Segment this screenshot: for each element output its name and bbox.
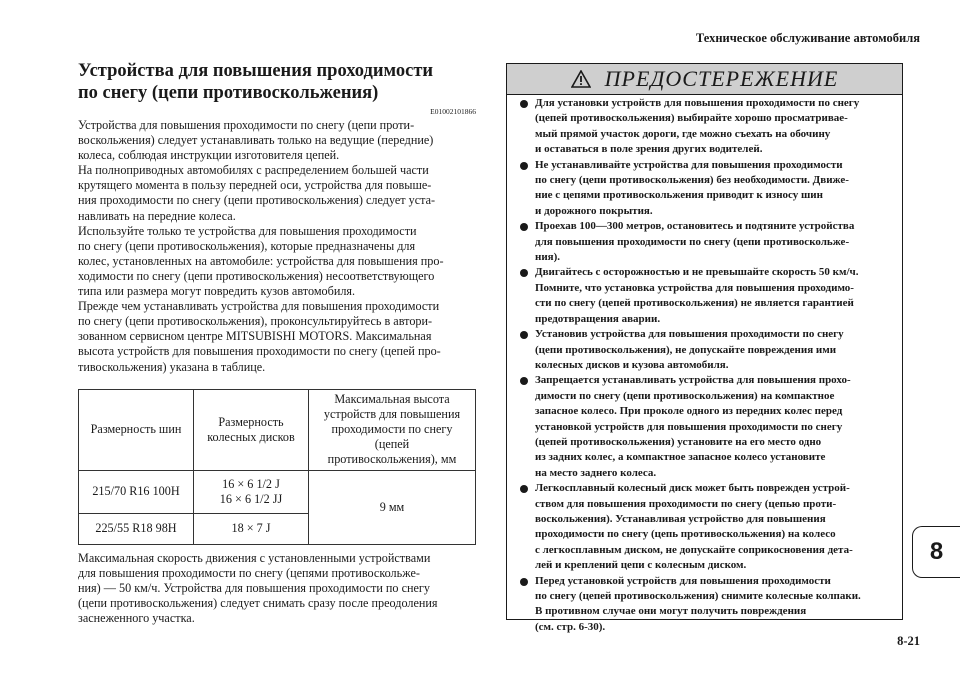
paragraph-2: На полноприводных автомобилях с распределением большей части крутящего момента в пользу передней оси, устройства для повыше- ния проходимости по снегу (цепи противоскольжения) следует уста- навливать на передние колеса. — [78, 163, 436, 223]
warning-list — [507, 95, 902, 635]
bullet-icon — [520, 269, 528, 277]
list-item: Двигайтесь с осторожностью и не превышайте скорость 50 км/ч. Помните, что установка устройства для повышения проходимо- сти по снегу (цепей противоскольжения) не является гарантией предотвращения аварии. — [519, 265, 896, 327]
section-code: E01002101866 — [430, 107, 476, 116]
page-number: 8-21 — [897, 634, 920, 648]
table-row — [79, 470, 476, 513]
bullet-icon — [520, 331, 528, 339]
main-column — [78, 60, 476, 626]
warning-header — [507, 64, 902, 95]
cell-tire: 225/55 R18 98H — [79, 513, 194, 544]
paragraph-after-table: Максимальная скорость движения с установленными устройствами для повышения проходимости по снегу (цепями противоскольже- ния) — 50 км/ч. Устройства для повышения проходимости по снегу (цепи противоскольжения) следует снимать сразу после преодоления заснеженного участка. — [78, 550, 438, 625]
list-item: Легкосплавный колесный диск может быть поврежден устрой- ством для повышения проходимости по снегу (цепью проти- воскольжения). Устанавливая устройство для повышения проходимости по снегу (цепь противоскольжения) на колесо с легкосплавным диском, не допускайте соприкосновения дета- лей и креплений цепи с колесным диском. — [519, 481, 896, 573]
cell-rim: 18 × 7 J — [194, 513, 309, 544]
bullet-icon — [520, 377, 528, 385]
list-item: Для установки устройств для повышения проходимости по снегу (цепей противоскольжения) выбирайте хорошо просматривае- мый прямой участок дороги, где можно съехать на обочину и оставаться в поле зрения других водителей. — [519, 96, 896, 158]
header-max-height: Максимальная высота устройств для повышения проходимости по снегу (цепей противоскольжения), мм — [309, 389, 476, 470]
list-item: Проехав 100—300 метров, остановитесь и подтяните устройства для повышения проходимости по снегу (цепи противоскольже- ния). — [519, 219, 896, 265]
list-item: Не устанавливайте устройства для повышения проходимости по снегу (цепи противоскольжения) без необходимости. Движе- ние с цепями противоскольжения приводит к износу шин и дорожного покрытия. — [519, 158, 896, 220]
chain-height-table — [78, 389, 476, 545]
running-header: Техническое обслуживание автомобиля — [695, 31, 920, 45]
section-title — [78, 60, 476, 104]
paragraph-3: Используйте только те устройства для повышения проходимости по снегу (цепи противоскольжения), которые предназначены для колес, установленных на автомобиле: устройства для повышения про- ходимости по снегу (цепи противоскольжения) несоответствующего типа или размера могут повредить кузов автомобиля. — [78, 223, 444, 299]
section-title-line1: Устройства для повышения проходимости — [78, 61, 434, 81]
chapter-tab: 8 — [912, 526, 960, 578]
list-item: Установив устройства для повышения проходимости по снегу (цепи противоскольжения), не допускайте повреждения ими колесных дисков и кузова автомобиля. — [519, 327, 896, 373]
list-item: Запрещается устанавливать устройства для повышения прохо- димости по снегу (цепи противоскольжения) на компактное запасное колесо. При проколе одного из передних колес перед установкой устройств для повышения проходимости по снегу (цепей противоскольжения) установите на его место одно из задних колес, а компактное запасное колесо установите на место заднего колеса. — [519, 373, 896, 481]
list-item: Перед установкой устройств для повышения проходимости по снегу (цепей противоскольжения) снимите колесные колпаки. В противном случае они могут получить повреждения (см. стр. 6-30). — [519, 574, 896, 636]
cell-tire: 215/70 R16 100H — [79, 470, 194, 513]
header-rim-size: Размерность колесных дисков — [194, 389, 309, 470]
bullet-icon — [520, 223, 528, 231]
bullet-icon — [520, 485, 528, 493]
paragraph-1: Устройства для повышения проходимости по снегу (цепи проти- воскольжения) следует устанавливать только на ведущие (передние) колеса, соблюдая инструкции изготовителя цепей. — [78, 118, 434, 163]
bullet-icon — [520, 162, 528, 170]
bullet-icon — [520, 100, 528, 108]
warning-triangle-icon — [571, 70, 591, 88]
warning-title: ПРЕДОСТЕРЕЖЕНИЕ — [604, 66, 839, 91]
warning-box — [506, 63, 903, 633]
section-title-line2: по снегу (цепи противоскольжения) — [78, 83, 379, 103]
header-tire-size: Размерность шин — [79, 389, 194, 470]
table-header-row — [79, 389, 476, 470]
cell-rim: 16 × 6 1/2 J 16 × 6 1/2 JJ — [194, 470, 309, 513]
bullet-icon — [520, 578, 528, 586]
cell-max-height: 9 мм — [309, 470, 476, 544]
paragraph-4: Прежде чем устанавливать устройства для повышения проходимости по снегу (цепи противоскольжения), проконсультируйтесь в автори- зованном сервисном центре MITSUBISHI MOTORS. Максимальная высота устройств для повышения проходимости по снегу (цепей про- тивоскольжения) указана в таблице. — [78, 299, 441, 374]
